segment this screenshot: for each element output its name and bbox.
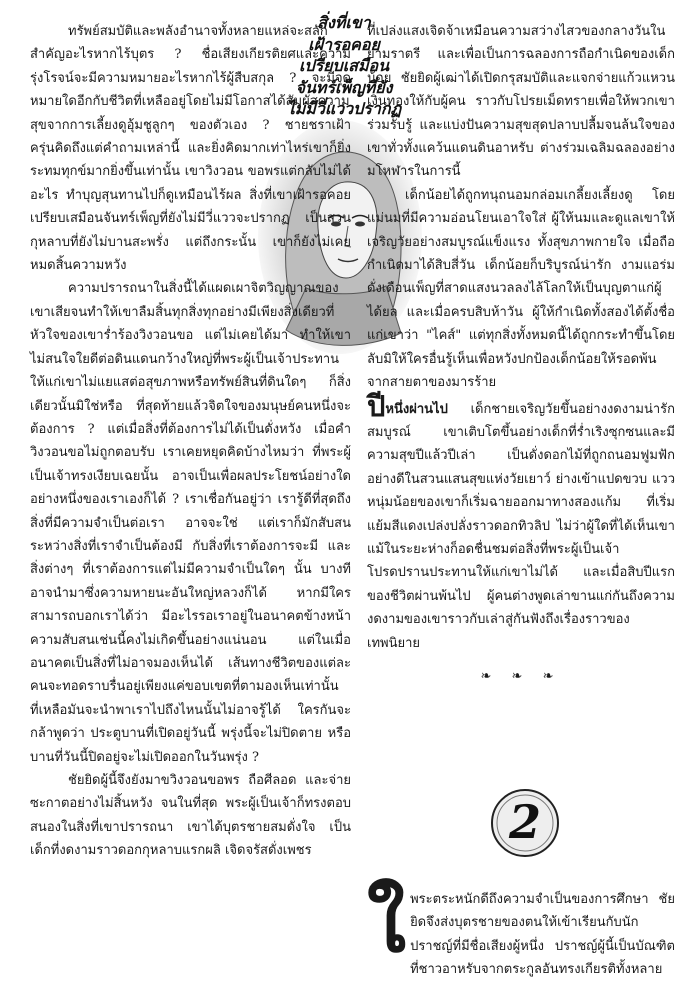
body-paragraph: ชัยยิดผู้นี้จึงยังมาขวิงวอนขอพร ถือศีลอด และจ่ายซะกาตอย่างไม่สิ้นหวัง จนในที่สุด พระผู้เป็นเจ้าก็ทรงตอบสนองในสิ่งที่เขาปรารถนา เขาได้บุตรชายสมดั่งใจ เป็นเด็กที่งดงามราวดอกกุหลาบแรกผลิ เจิดจรัสดั่งเพชร bbox=[30, 773, 351, 859]
pull-quote-line: สิ่งที่เขา bbox=[317, 13, 371, 32]
pull-quote-line: เปรียบเสมือน bbox=[298, 56, 390, 76]
section-body: เด็กชายเจริญวัยขึ้นอย่างงดงามน่ารัก สมบูรณ์ เขาเติบโตขึ้นอย่างเด็กที่ร่ำเริงซุกซนและมีความสุขปีแล้วปีเล่า เป็นดั่งดอกไม้ที่ถูกถนอมฟูมฟักอย่างดีในสวนแสนสุขแห่งวัยเยาว์ ย่างเข้าแปดขวบ แววหนุ่มน้อยของเขาก็เริ่มฉายออกมาทางสองแก้ม ที่เริ่มแย้มสีแดงเปล่งปลั่งราวดอกทิวลิป ไม่ว่าผู้ใดที่ได้เห็นเขา แม้ในระยะห่างก็อดชื่นชมต่อสิ่งที่พระผู้เป็นเจ้าโปรดปรานประทานให้แก่เขาไม่ได้ และเมื่อสิบปีแรกของชีวิตผ่านพ้นไป ผู้คนต่างพูดเล่าขานแก่กันถึงความงดงามของเขาราวกับเล่าสู่กันฟังถึงเรื่องราวของเทพนิยาย bbox=[367, 401, 675, 651]
pull-quote-line: จันทร์เพ็ญที่ยัง bbox=[295, 77, 393, 97]
pull-quote-line: เฝ้ารอคอย bbox=[308, 34, 380, 54]
section-initial: ปี bbox=[367, 388, 386, 423]
chapter-number-badge bbox=[490, 788, 560, 858]
chapter-opening bbox=[367, 877, 675, 982]
body-paragraph: ทรัพย์สมบัติและพลังอำนาจทั้งหลายแหล่จะสลักสำคัญอะไรหากไร้บุตร ? ชื่อเสียงเกียรติยศและความรุ่งโรจน์จะมีความหมายอะไรหากไร้ผู้สืบสกุล ? จะมีจุดหมายใดอีกกับชีวิตที่เหลืออยู่โดยไม่มีโอกาสได้สัมผัสความสุขจากการเลี้ยงดูอุ้มชูลูกๆ ของตัวเอง ? ชายชราเฝ้าครุ่นคิดถึงแต่คำถามเหล่านี้ และยิ่งคิดมากเท่าไหร่เขาก็ยิ่งระทมทุกข์มากยิ่งขึ้นเท่านั้น เขาวิงวอน ขอพรแต่กลับไม่ได้อะไร ทำบุญสุนทานไปก็ดูเหมือนไร้ผล สิ่งที่เขาเฝ้ารอคอยเปรียบเสมือนจันทร์เพ็ญที่ยังไม่มีวี่แววจะปรากฏ เป็นสวนกุหลาบที่ยังไม่บานสะพรั่ง แต่ถึงกระนั้น เขาก็ยังไม่เคยหมดสิ้นความหวัง bbox=[30, 24, 351, 274]
chapter-drop-cap: ใ bbox=[367, 877, 407, 970]
left-column bbox=[30, 20, 351, 863]
chapter-number: 2 bbox=[508, 795, 541, 849]
section-opening-paragraph bbox=[367, 388, 675, 655]
pull-quote-line: ไม่มีวี่แววปรากฏ bbox=[286, 99, 402, 119]
section-lead-in: หนึ่งผ่านไป bbox=[385, 401, 448, 417]
body-paragraph: ที่เปล่งแสงเจิดจ้าเหมือนความสว่างไสวของกลางวันในยามราตรี และเพื่อเป็นการฉลองการถือกำเนิดของเด็กน้อย ชัยยิดผู้เฒ่าได้เปิดกรุสมบัติและแจกจ่ายแก้วแหวนเงินทองให้กับผู้คน ราวกับโปรยเม็ดทรายเพื่อให้พวกเขาร่วมรับรู้ และแบ่งปันความสุขสุดปลาบปลื้มจนล้นใจของเขาทั่วทั้งแคว้นแดนดินอาหรับ ต่างร่วมเฉลิมฉลองอย่างมโหฬารในการนี้ bbox=[367, 24, 675, 180]
body-paragraph: เด็กน้อยได้ถูกทนุถนอมกล่อมเกลี้ยงเลี้ยงดู โดยแม่นมที่มีความอ่อนโยนเอาใจใส่ ผู้ให้นมและดูแลเขาให้เจริญวัยอย่างสมบูรณ์แข็งแรง ทั้งสุขภาพกายใจ เมื่อถือกำเนิดมาได้สิบสี่วัน เด็กน้อยก็บริบูรณ์น่ารัก งามแอร่มดั่งเดือนเพ็ญที่สาดแสงนวลลงไล้โลกให้เป็นบุญตาแก่ผู้ได้ยล และเมื่อครบสิบห้าวัน ผู้ให้กำเนิดทั้งสองได้ตั้งชื่อแก่เขาว่า "ไคส์" แต่ทุกสิ่งทั้งหมดนี้ได้ถูกกระทำขึ้นโดยลับมิให้ใครอื่นรู้เห็นเพื่อหวังปกป้องเด็กน้อยให้รอดพ้นจากสายตาของมารร้าย bbox=[367, 187, 675, 391]
body-paragraph: ความปรารถนาในสิ่งนี้ได้แผดเผาจิตวิญญาณของเขาเสียจนทำให้เขาลืมสิ้นทุกสิ่งทุกอย่างมีเพียงสิ่งเดียวที่หัวใจของเขาร่ำร้องวิงวอนขอ แต่ไม่เคยได้มา ทำให้เขาไม่สนใจใยดีต่อดินแดนกว้างใหญ่ที่พระผู้เป็นเจ้าประทานให้แก่เขาไม่แยแสต่อสุขภาพหรือทรัพย์สินที่ดินใดๆ ก็สิ่งเดียวนั้นมิใช่หรือ ที่สุดท้ายแล้วจิตใจของมนุษย์คนหนึ่งจะต้องการ ? แต่เมื่อสิ่งที่ต้องการไม่ได้เป็นดั่งหวัง เมื่อคำวิงวอนขอไม่ถูกตอบรับ เราเคยหยุดคิดบ้างไหมว่า ที่พระผู้เป็นเจ้าทรงเงียบเฉยนั้น อาจเป็นเพื่อผลประโยชน์อย่างใดอย่างหนึ่งของเราเองก็ได้ ? เราเชื่อกันอยู่ว่า เรารู้ดีที่สุดถึงสิ่งที่มีความจำเป็นต่อเรา อาจจะใช่ แต่เราก็มักสับสนระหว่างสิ่งที่เราจำเป็นต้องมี กับสิ่งที่เราต้องการจะมี และสิ่งต่างๆ ที่เราต้องการแต่ไม่มีความจำเป็นใดๆ นั้น บางทีอาจนำมาซึ่งความหายนะอันใหญ่หลวงก็ได้ หากมีใครสามารถบอกเราได้ว่า มีอะไรรอเราอยู่ในอนาคตข้างหน้า ความสับสนเช่นนี้คงไม่เกิดขึ้นอย่างแน่นอน แต่ในเมื่ออนาคตเป็นสิ่งที่ไม่อาจมองเห็นได้ เส้นทางชีวิตของแต่ละคนจะทอดราบรื่นอยู่เพียงแค่ขอบเขตที่ตามองเห็นเท่านั้น ที่เหลือมันจะนำพาเราไปถึงไหนนั้นไม่อาจรู้ได้ ใครกันจะกล้าพูดว่า ประตูบานที่เปิดอยู่วันนี้ พรุ่งนี้จะไม่ปิดตาย หรือบานที่วันนี้ปิดอยู่จะไม่เปิดออกในวันพรุ่ง ? bbox=[30, 281, 351, 765]
chapter-body: พระตระหนักดีถึงความจำเป็นของการศึกษา ชัยยิดจึงส่งบุตรชายของตนให้เข้าเรียนกับนักปราชญ์ที่มีชื่อเสียงผู้หนึ่ง ปราชญ์ผู้นี้เป็นบัณฑิตที่ชาวอาหรับจากตระกูลอันทรงเกียรติทั้งหลาย bbox=[410, 892, 675, 978]
right-column bbox=[367, 20, 675, 688]
section-divider-ornament: ❧ ❧ ❧ bbox=[480, 668, 562, 684]
